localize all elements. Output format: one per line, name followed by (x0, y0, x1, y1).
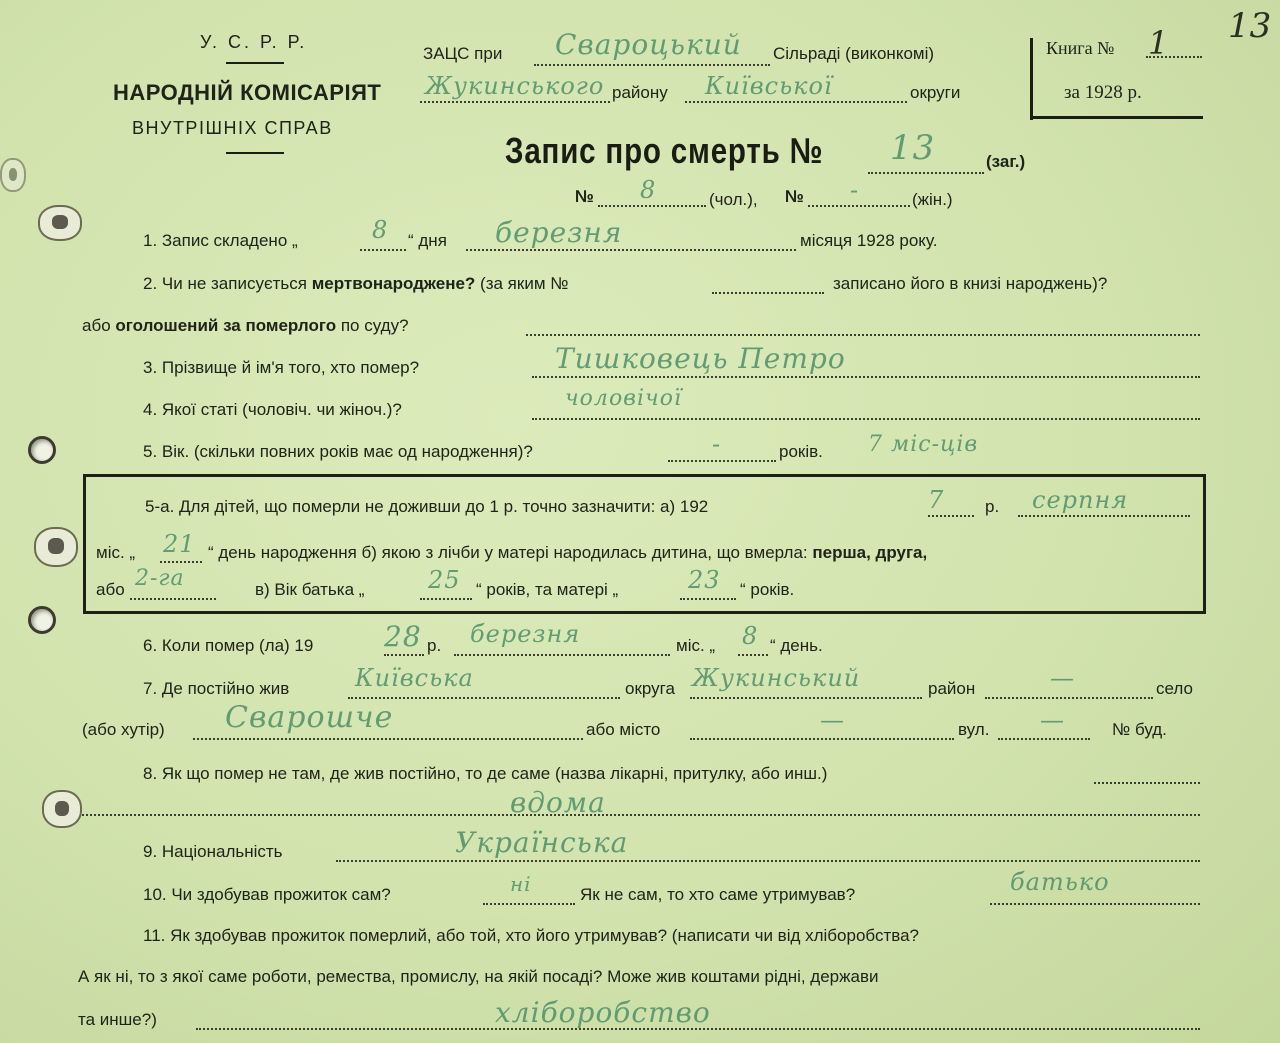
paper-damage (38, 205, 82, 241)
q5a-line2a: міс. „ (96, 543, 136, 562)
field-line (420, 101, 610, 103)
q7-okrug-label: округа (625, 679, 675, 698)
field-line (466, 249, 796, 251)
q5a-month[interactable]: серпня (1032, 486, 1129, 514)
q7-misto-label: або місто (586, 720, 661, 739)
field-line (526, 334, 1200, 336)
field-line (420, 598, 472, 600)
q4-label: 4. Якої статі (чоловіч. чи жіноч.)? (143, 400, 402, 419)
field-line (532, 418, 1200, 420)
q7-khutir-value[interactable]: Сварошче (225, 700, 394, 735)
q1-mid: “ дня (408, 231, 447, 250)
q2-text: записано його в книзі народжень)? (833, 274, 1108, 293)
field-line (985, 697, 1153, 699)
zags-label: ЗАЦС при (423, 44, 503, 63)
q5a-order[interactable]: 2-га (135, 566, 185, 591)
q2-bold: мертвонароджене? (311, 274, 476, 293)
q3-label: 3. Прізвище й ім'я того, хто помер? (143, 358, 420, 377)
field-line (82, 814, 1200, 816)
field-line (690, 697, 922, 699)
field-line (712, 292, 824, 294)
district-value[interactable]: Жукинського (425, 72, 605, 100)
ministry-subtitle: ВНУТРІШНІХ СПРАВ (132, 118, 333, 138)
q7-misto-value[interactable]: — (820, 706, 845, 734)
q5a-line3d: “ років. (740, 580, 795, 599)
no-label: № (575, 187, 594, 206)
q10-label-a: 10. Чи здобував прожиток сам? (143, 885, 391, 904)
q5a-day[interactable]: 21 (163, 530, 196, 558)
q2-text: 2. Чи не записується (143, 274, 307, 293)
field-line (928, 515, 974, 517)
male-label: (чол.), (709, 190, 758, 209)
q6-month[interactable]: березня (470, 620, 581, 648)
q6-day[interactable]: 8 (742, 622, 759, 650)
paper-damage (0, 158, 26, 192)
field-line (738, 654, 768, 656)
q11-line1: 11. Як здобував прожиток померлий, або той, хто його утримував? (написати чи від хліборобства? (143, 926, 919, 945)
q2-text: по суду? (340, 316, 409, 335)
q5a-line2 (208, 543, 927, 563)
q7-vul-value[interactable]: — (1040, 706, 1065, 734)
q7-okrug-value[interactable]: Київська (355, 664, 474, 692)
field-line (598, 205, 706, 207)
q2-line1 (143, 274, 568, 294)
q7-rayon-value[interactable]: Жукинський (692, 664, 861, 692)
record-total-label: (заг.) (986, 152, 1026, 171)
q5-label: 5. Вік. (скільки повних років має од народження)? (143, 442, 533, 461)
q4-value[interactable]: чоловічої (565, 386, 682, 411)
field-line (532, 376, 1200, 378)
q1-day[interactable]: 8 (372, 216, 389, 244)
paper-damage (42, 790, 82, 828)
q7-prefix: 7. Де постійно жив (143, 679, 290, 698)
village-council-label: Сільраді (виконкомі) (773, 44, 935, 63)
q3-value[interactable]: Тишковець Петро (555, 342, 846, 375)
field-line (1018, 515, 1190, 517)
q7-selo-value[interactable]: — (1050, 664, 1075, 692)
no-label: № (785, 187, 804, 206)
q5a-line3c: “ років, та матері „ (476, 580, 619, 599)
paper-damage (34, 527, 78, 567)
q6-prefix: 6. Коли помер (ла) 19 (143, 636, 314, 655)
field-line (680, 598, 736, 600)
q7-khutir-label: (або хутір) (82, 720, 165, 739)
field-line (130, 598, 216, 600)
village-council-value[interactable]: Свароцький (555, 28, 742, 61)
field-line (384, 654, 424, 656)
district-label: району (612, 83, 668, 102)
field-line (454, 654, 670, 656)
field-line (348, 697, 620, 699)
punch-hole (28, 436, 56, 464)
okrug-label: округи (910, 83, 961, 102)
divider (226, 62, 284, 64)
field-line (160, 561, 202, 563)
q8-label: 8. Як що помер не там, де жив постійно, то де саме (назва лікарні, притулку, або инш.) (143, 764, 828, 783)
record-title: Запис про смерть № (505, 130, 824, 171)
record-number[interactable]: 13 (890, 128, 936, 168)
corner-mark: 13 (1228, 6, 1272, 46)
male-number[interactable]: 8 (640, 176, 657, 204)
field-line (868, 172, 984, 174)
q11-value[interactable]: хліборобство (495, 996, 711, 1029)
q2-text: (за яким № (480, 274, 569, 293)
q9-label: 9. Національність (143, 842, 283, 861)
q10-value-a[interactable]: ні (510, 872, 532, 896)
q1-month[interactable]: березня (495, 216, 623, 249)
field-line (534, 64, 770, 66)
female-number[interactable]: - (850, 176, 860, 204)
q5a-father-age[interactable]: 25 (428, 566, 461, 594)
field-line (360, 249, 406, 251)
field-line (193, 738, 583, 740)
book-number[interactable]: 1 (1148, 24, 1169, 62)
female-label: (жін.) (912, 190, 953, 209)
q10-value-b[interactable]: батько (1010, 868, 1110, 896)
book-box-border (1033, 116, 1203, 119)
q1-prefix: 1. Запис складено „ (143, 231, 298, 250)
q2-text: або (82, 316, 111, 335)
q2-bold: оголошений за померлого (115, 316, 337, 335)
q7-selo-label: село (1156, 679, 1193, 698)
okrug-value[interactable]: Київської (705, 72, 833, 100)
q5-years-label: років. (779, 442, 823, 461)
field-line (690, 738, 954, 740)
q7-bud-label: № буд. (1112, 720, 1167, 739)
q5a-text: “ день народження б) якою з лічби у матері народилась дитина, що вмерла: (208, 543, 808, 562)
book-label: Книга № (1046, 38, 1115, 58)
q11-line3: та инше?) (78, 1010, 157, 1029)
book-box-border (1030, 38, 1033, 120)
q9-value[interactable]: Українська (455, 826, 629, 859)
q5a-line1: 5-а. Для дітей, що померли не доживши до 1 р. точно зазначити: а) 192 (145, 497, 709, 516)
field-line (998, 738, 1090, 740)
q5a-line3b: в) Вік батька „ (255, 580, 365, 599)
field-line (990, 903, 1200, 905)
q10-label-b: Як не сам, то хто саме утримував? (580, 885, 856, 904)
q5-years-value[interactable]: - (712, 430, 722, 458)
q5a-mother-age[interactable]: 23 (688, 566, 721, 594)
q5a-year-digit[interactable]: 7 (928, 486, 945, 514)
q6-year-digits[interactable]: 28 (384, 620, 422, 653)
q5a-line3a: або (96, 580, 125, 599)
field-line (483, 903, 575, 905)
field-line (685, 101, 907, 103)
field-line (808, 205, 910, 207)
book-year: за 1928 р. (1064, 82, 1142, 103)
q2-line2 (82, 316, 409, 336)
q7-rayon-label: район (928, 679, 976, 698)
divider (226, 152, 284, 154)
q1-suffix: місяця 1928 року. (800, 231, 938, 250)
field-line (1094, 782, 1200, 784)
ministry-title: НАРОДНІЙ КОМІСАРІЯТ (113, 80, 382, 105)
q11-line2: А як ні, то з якої саме роботи, ремества, промислу, на якій посаді? Може жив коштами рідні, держави (78, 967, 879, 986)
punch-hole (28, 606, 56, 634)
q5a-bold: перша, друга, (812, 543, 928, 562)
q7-vul-label: вул. (958, 720, 990, 739)
q6-mis-label: міс. „ (676, 636, 716, 655)
q5-extra-value[interactable]: 7 міс-ців (868, 432, 979, 457)
q6-day-label: “ день. (770, 636, 823, 655)
q5a-r-label: р. (985, 497, 1000, 516)
q6-r-label: р. (427, 636, 442, 655)
country-heading: У. С. Р. Р. (200, 32, 308, 52)
field-line (668, 460, 776, 462)
field-line (336, 860, 1200, 862)
q8-value[interactable]: вдома (510, 786, 606, 819)
